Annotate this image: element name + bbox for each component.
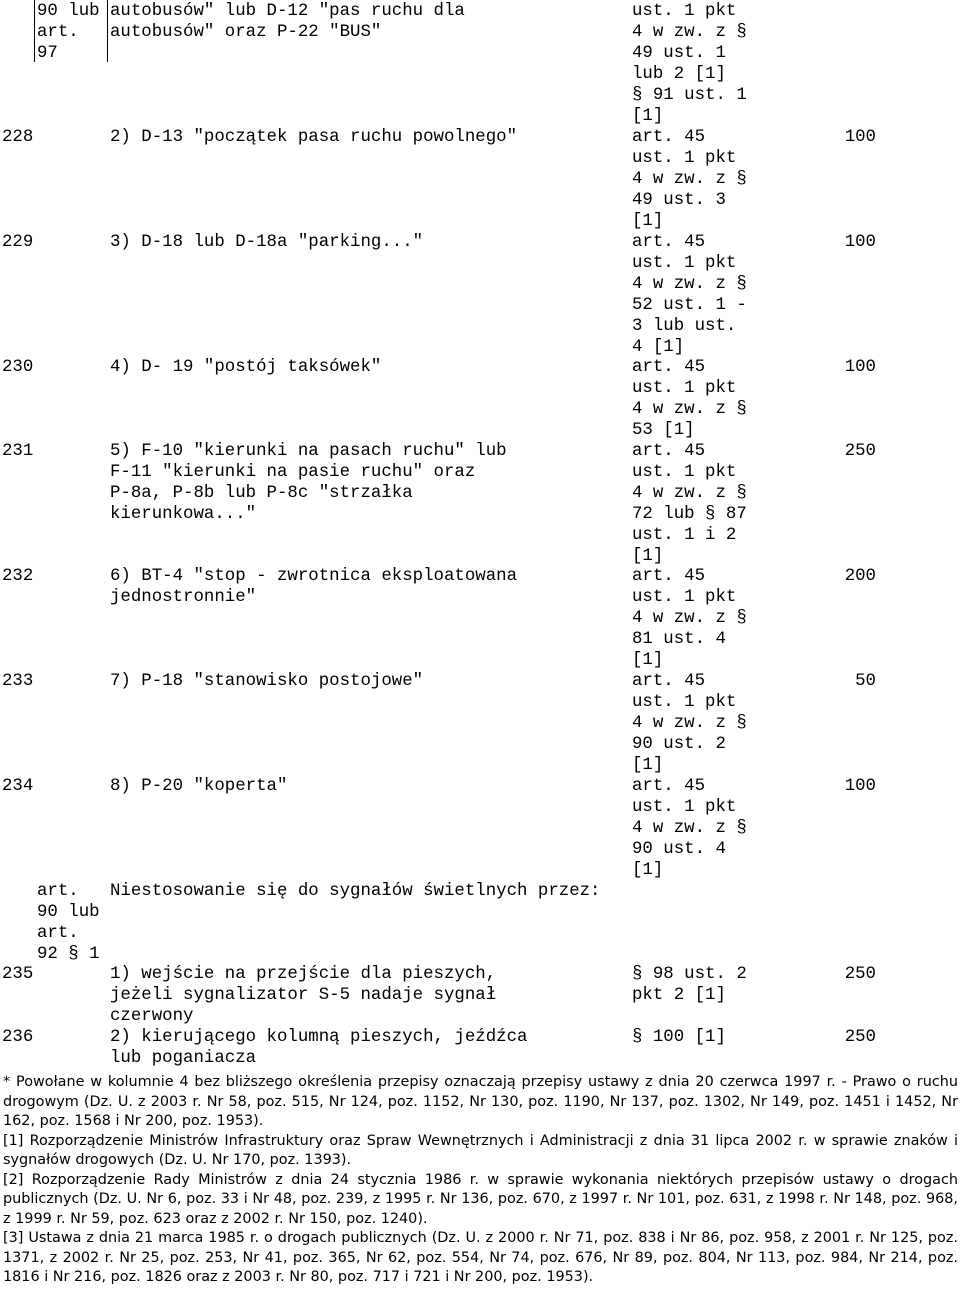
- offense-description-line: F-11 "kierunki na pasie ruchu" oraz: [110, 462, 476, 482]
- legal-basis-line: pkt 2 [1]: [632, 985, 726, 1005]
- legal-basis-line: [1]: [632, 211, 664, 231]
- offense-description-line: jednostronnie": [110, 587, 257, 607]
- legal-basis: [632, 1028, 726, 1049]
- article-reference-line: 90 lub: [37, 2, 100, 21]
- legal-basis-line: [1]: [632, 546, 664, 566]
- footnote-1: [1] Rozporządzenie Ministrów Infrastruktury oraz Spraw Wewnętrznych i Administracji z dnia 31 lipca 2002 r. w sprawie znaków i sygnałów drogowych (Dz. U. Nr 170, poz. 1393).: [3, 1132, 958, 1168]
- offense-description: [110, 2, 465, 44]
- offense-description-line: 7) P-18 "stanowisko postojowe": [110, 672, 424, 691]
- fine-amount: 100: [844, 358, 876, 377]
- legal-basis-line: art. 45: [632, 777, 706, 796]
- offense-description-line: Niestosowanie się do sygnałów świetlnych przez:: [110, 882, 601, 901]
- footnote-general: * Powołane w kolumnie 4 bez bliższego określenia przepisy oznaczają przepisy ustawy z dnia 20 czerwca 1997 r. - Prawo o ruchu drogowym (Dz. U. z 2003 r. Nr 58, poz. 515, Nr 124, poz. 1152, Nr 130, poz. 1190, Nr 137, poz. 1302, Nr 149, poz. 1451 i 1452, Nr 162, poz. 1568 i Nr 200, poz. 1953).: [3, 1074, 958, 1129]
- offense-description-line: czerwony: [110, 1006, 194, 1026]
- fine-amount: 100: [844, 777, 876, 796]
- legal-basis: [632, 233, 747, 358]
- legal-basis-line: [1]: [632, 755, 664, 775]
- legal-basis-line: ust. 1 pkt: [632, 378, 737, 398]
- row-number-line: 232: [2, 567, 34, 586]
- offense-description-line: 2) D-13 "początek pasa ruchu powolnego": [110, 128, 518, 147]
- legal-basis-line: 3 lub ust.: [632, 316, 737, 336]
- offense-description: [110, 442, 507, 526]
- offense-description-line: 1) wejście na przejście dla pieszych,: [110, 965, 497, 984]
- offense-description: [110, 672, 423, 693]
- legal-basis: [632, 358, 747, 442]
- legal-basis-line: 4 w zw. z §: [632, 399, 747, 419]
- legal-basis-line: art. 45: [632, 672, 706, 691]
- legal-basis-line: lub 2 [1]: [632, 64, 726, 84]
- legal-basis-line: 4 w zw. z §: [632, 818, 747, 838]
- legal-basis-line: [1]: [632, 106, 664, 126]
- offense-description-line: 6) BT-4 "stop - zwrotnica eksploatowana: [110, 567, 518, 586]
- offense-description-line: 2) kierującego kolumną pieszych, jeźdźca: [110, 1028, 528, 1047]
- fine-amount: 200: [844, 567, 876, 586]
- legal-basis-line: § 91 ust. 1: [632, 85, 747, 105]
- legal-basis-line: art. 45: [632, 442, 706, 461]
- row-number: [2, 672, 33, 693]
- row-number-line: 235: [2, 965, 34, 984]
- offense-description-line: autobusów" lub D-12 "pas ruchu dla: [110, 2, 465, 21]
- fine-amount: 250: [844, 1028, 876, 1047]
- row-number: [2, 442, 33, 463]
- row-number-line: 231: [2, 442, 34, 461]
- article-reference-line: art.: [37, 22, 79, 42]
- row-number: [2, 358, 33, 379]
- legal-basis-line: 4 w zw. z §: [632, 274, 747, 294]
- offense-description-line: autobusów" oraz P-22 "BUS": [110, 22, 382, 42]
- fine-amount: 100: [844, 233, 876, 252]
- footnote-3: [3] Ustawa z dnia 21 marca 1985 r. o drogach publicznych (Dz. U. z 2000 r. Nr 71, poz. 838 i Nr 86, poz. 958, z 2001 r. Nr 125, poz. 1371, z 2002 r. Nr 25, poz. 253, Nr 41, poz. 365, Nr 62, poz. 554, Nr 74, poz. 676, Nr 89, poz. 804, Nr 113, poz. 984, Nr 214, poz. 1816 i Nr 216, poz. 1826 oraz z 2003 r. Nr 80, poz. 717 i 721 i Nr 200, poz. 1953).: [3, 1230, 958, 1285]
- legal-basis-line: ust. 1 pkt: [632, 587, 737, 607]
- article-reference-line: art.: [37, 882, 79, 901]
- legal-basis-line: ust. 1 pkt: [632, 148, 737, 168]
- footnotes: [3, 1073, 958, 1288]
- offense-description-line: lub poganiacza: [110, 1048, 257, 1068]
- row-number-line: 228: [2, 128, 34, 147]
- row-number-line: 236: [2, 1028, 34, 1047]
- legal-basis: [632, 965, 747, 1007]
- row-number: [2, 965, 33, 986]
- article-reference-line: 97: [37, 43, 58, 63]
- offense-description: [110, 233, 423, 254]
- legal-basis-line: ust. 1 pkt: [632, 2, 737, 21]
- row-number: [2, 567, 33, 588]
- legal-basis-line: 4 w zw. z §: [632, 713, 747, 733]
- article-reference-line: art.: [37, 923, 79, 943]
- offense-description: [110, 965, 496, 1028]
- row-number: [2, 1028, 33, 1049]
- legal-basis-line: art. 45: [632, 567, 706, 586]
- article-reference: [37, 882, 100, 966]
- legal-basis-line: 53 [1]: [632, 420, 695, 440]
- legal-basis-line: 4 w zw. z §: [632, 608, 747, 628]
- table-inner-border: [107, 0, 108, 62]
- legal-basis: [632, 2, 747, 127]
- legal-basis-line: ust. 1 pkt: [632, 797, 737, 817]
- legal-basis-line: § 100 [1]: [632, 1028, 726, 1047]
- legal-basis: [632, 442, 747, 567]
- legal-basis-line: 90 ust. 2: [632, 734, 726, 754]
- offense-description-line: P-8a, P-8b lub P-8c "strzałka: [110, 483, 413, 503]
- legal-basis-line: 52 ust. 1 -: [632, 295, 747, 315]
- legal-basis-line: [1]: [632, 860, 664, 880]
- offense-description-line: 4) D- 19 "postój taksówek": [110, 358, 382, 377]
- row-number: [2, 128, 33, 149]
- legal-basis-line: 4 w zw. z §: [632, 169, 747, 189]
- offense-description-line: 8) P-20 "koperta": [110, 777, 288, 796]
- footnote-2: [2] Rozporządzenie Rady Ministrów z dnia 24 stycznia 1986 r. w sprawie wykonania niektórych przepisów ustawy o drogach publicznych (Dz. U. Nr 6, poz. 33 i Nr 48, poz. 239, z 1995 r. Nr 136, poz. 670, z 1997 r. Nr 101, poz. 631, z 1998 r. Nr 148, poz. 968, z 1999 r. Nr 59, poz. 623 oraz z 2002 r. Nr 150, poz. 1240).: [3, 1171, 958, 1227]
- fine-amount: 50: [855, 672, 876, 691]
- legal-basis-line: art. 45: [632, 358, 706, 377]
- legal-basis-line: 81 ust. 4: [632, 629, 726, 649]
- legal-basis-line: ust. 1 i 2: [632, 525, 737, 545]
- legal-basis-line: 72 lub § 87: [632, 504, 747, 524]
- row-number-line: 233: [2, 672, 34, 691]
- legal-basis-line: ust. 1 pkt: [632, 462, 737, 482]
- fine-amount: 100: [844, 128, 876, 147]
- legal-basis-line: § 98 ust. 2: [632, 965, 747, 984]
- row-number: [2, 233, 33, 254]
- legal-basis-line: art. 45: [632, 233, 706, 252]
- table-left-border: [34, 0, 35, 62]
- fine-amount: 250: [844, 965, 876, 984]
- fine-amount: 250: [844, 442, 876, 461]
- legal-basis-line: ust. 1 pkt: [632, 253, 737, 273]
- row-number-line: 229: [2, 233, 34, 252]
- offense-description-line: 5) F-10 "kierunki na pasach ruchu" lub: [110, 442, 507, 461]
- legal-basis-line: [1]: [632, 650, 664, 670]
- legal-basis: [632, 128, 747, 233]
- offense-description-line: 3) D-18 lub D-18a "parking...": [110, 233, 424, 252]
- offense-description: [110, 358, 381, 379]
- legal-basis-line: 4 w zw. z §: [632, 483, 747, 503]
- row-number-line: 234: [2, 777, 34, 796]
- legal-basis: [632, 777, 747, 882]
- legal-basis-line: 4 w zw. z §: [632, 22, 747, 42]
- legal-basis-line: 49 ust. 3: [632, 190, 726, 210]
- offense-description: [110, 128, 517, 149]
- article-reference-line: 90 lub: [37, 902, 100, 922]
- legal-basis-line: 49 ust. 1: [632, 43, 726, 63]
- legal-basis-line: ust. 1 pkt: [632, 692, 737, 712]
- offense-description-line: kierunkowa...": [110, 504, 257, 524]
- article-reference: [37, 2, 100, 65]
- legal-basis: [632, 672, 747, 777]
- row-number: [2, 777, 33, 798]
- legal-basis: [632, 567, 747, 672]
- article-reference-line: 92 § 1: [37, 944, 100, 964]
- legal-basis-line: art. 45: [632, 128, 706, 147]
- offense-description: [110, 777, 287, 798]
- legal-basis-line: 90 ust. 4: [632, 839, 726, 859]
- offense-description: [110, 882, 601, 903]
- legal-basis-line: 4 [1]: [632, 337, 685, 357]
- offense-description: [110, 567, 517, 609]
- offense-description: [110, 1028, 527, 1070]
- row-number-line: 230: [2, 358, 34, 377]
- offense-description-line: jeżeli sygnalizator S-5 nadaje sygnał: [110, 985, 497, 1005]
